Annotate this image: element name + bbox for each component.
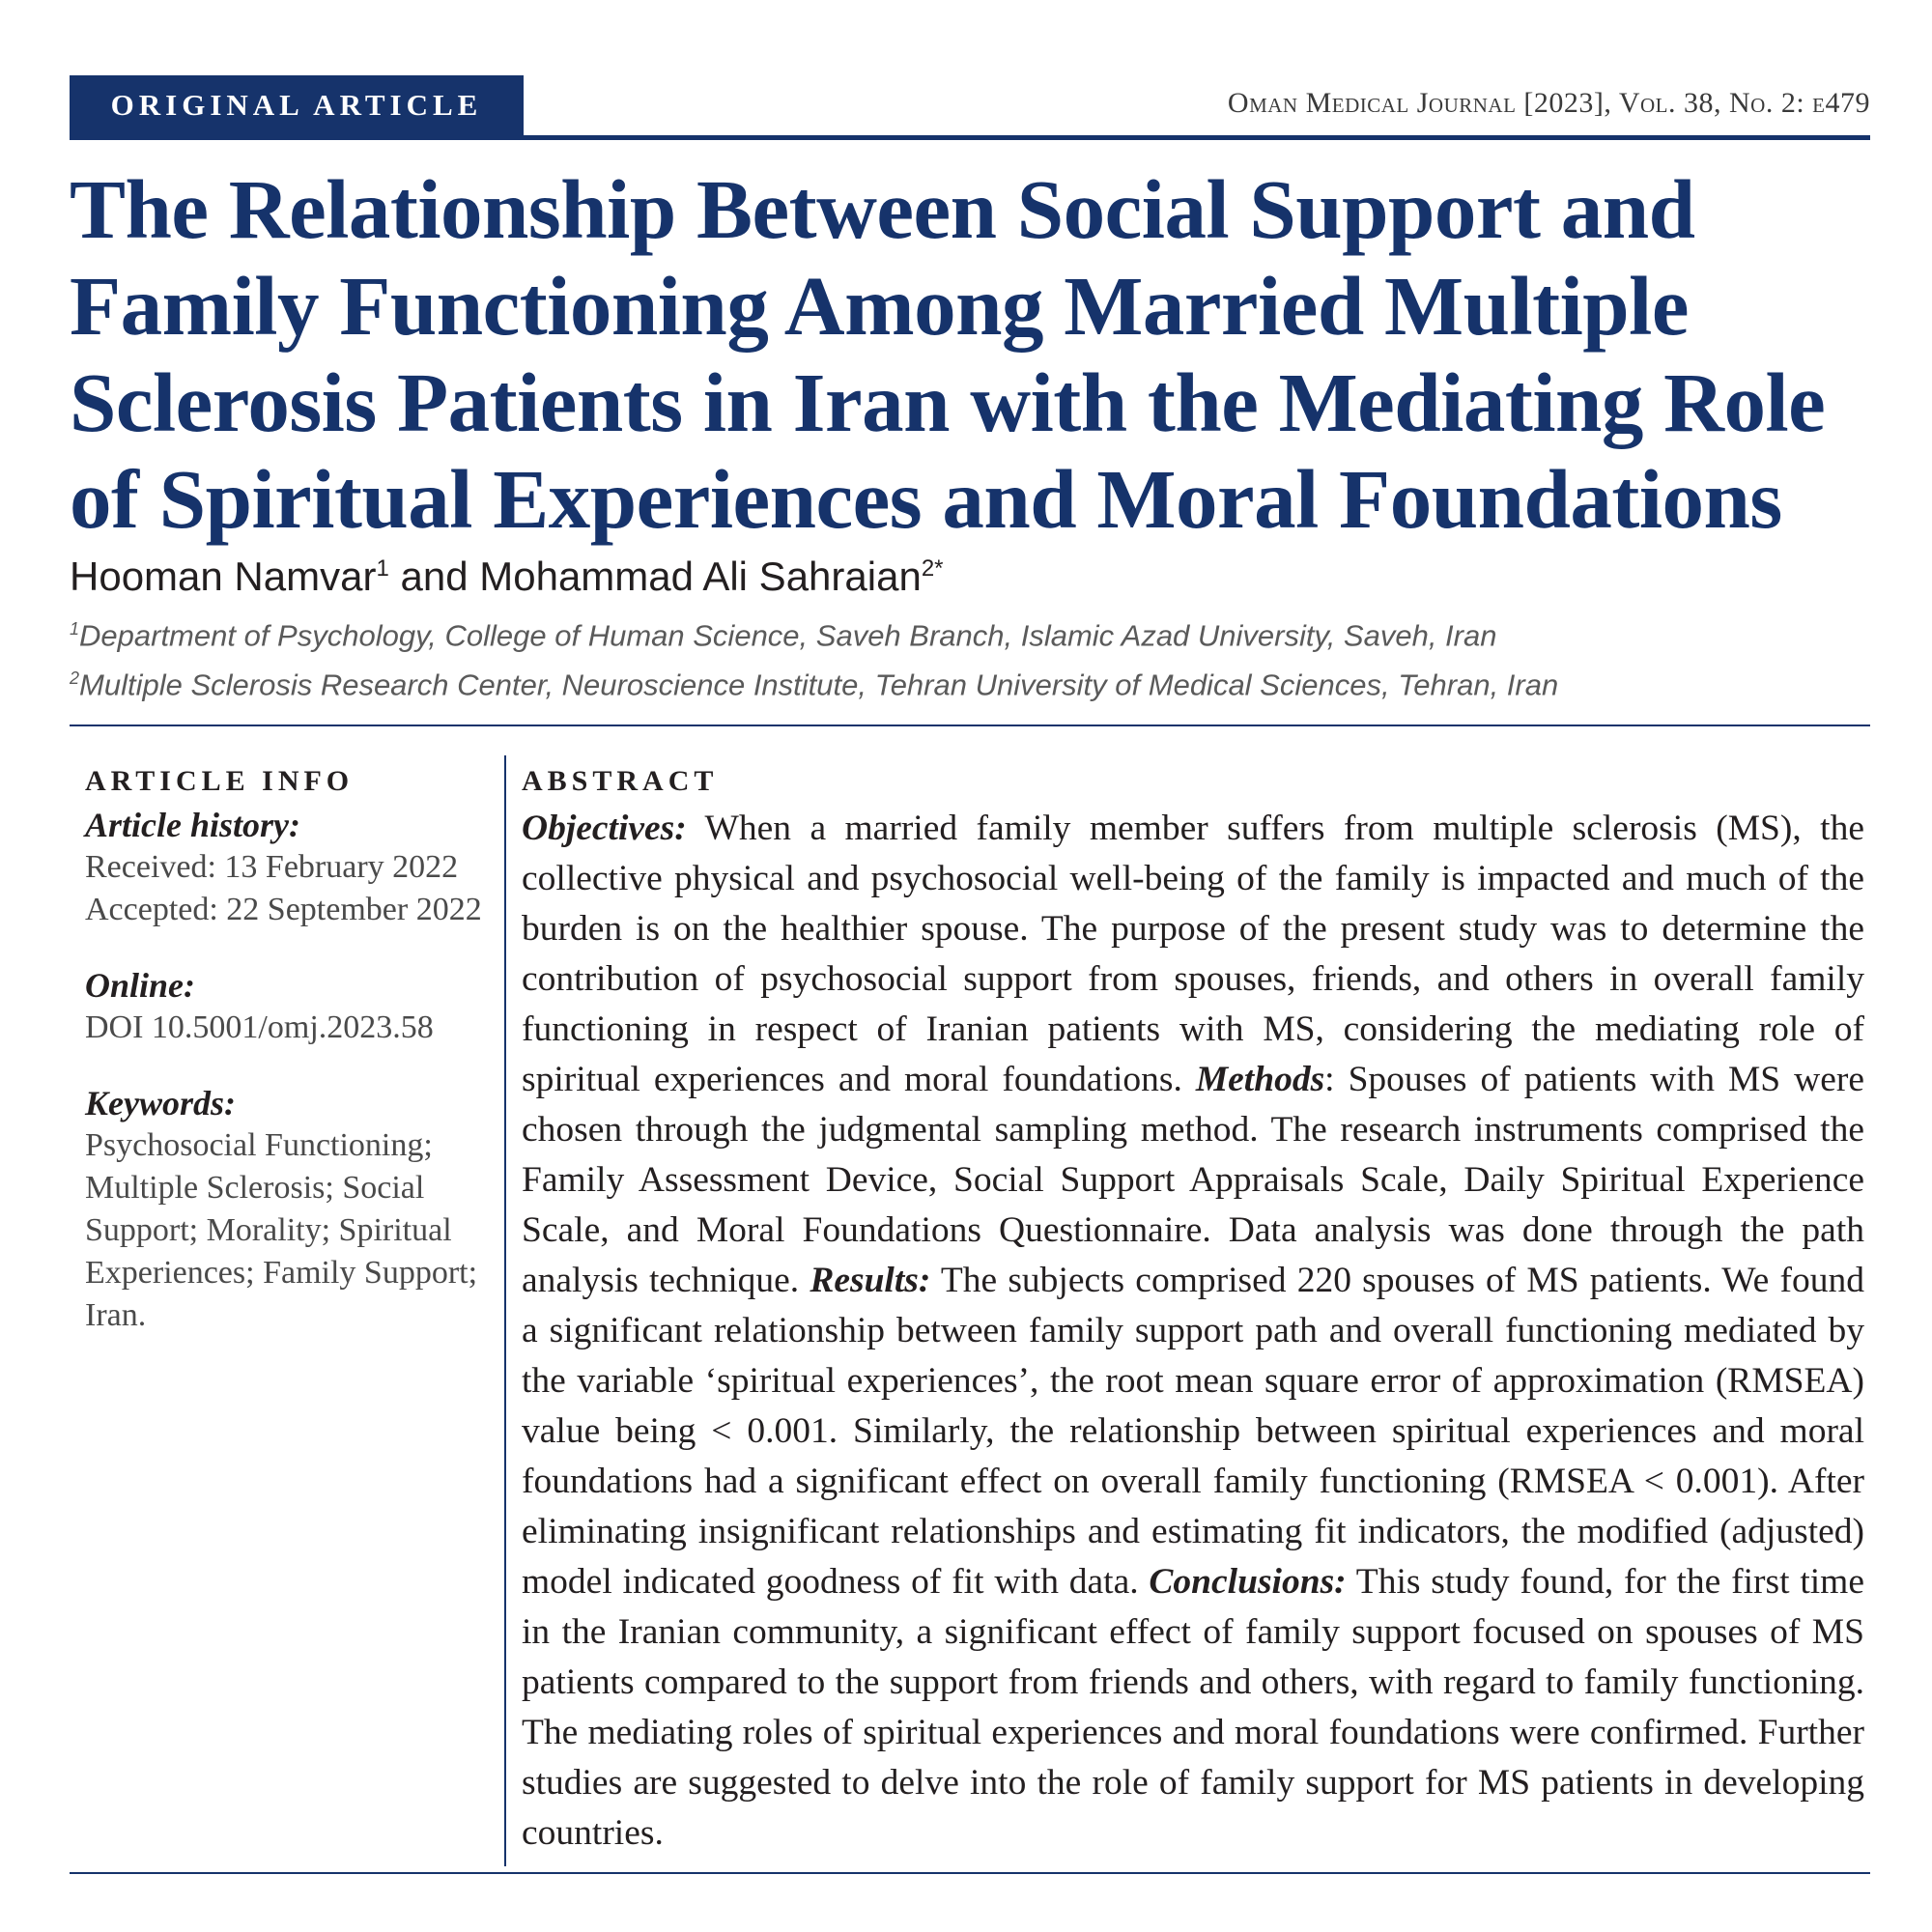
- journal-citation: Oman Medical Journal [2023], Vol. 38, No. 2: e479: [1227, 87, 1870, 119]
- affiliation-line: [70, 608, 1870, 657]
- article-header: [70, 75, 1870, 140]
- author-conjunction: and: [388, 554, 480, 599]
- affiliation-line: [70, 657, 1870, 706]
- abstract-heading: ABSTRACT: [522, 764, 719, 797]
- affiliation-text: Department of Psychology, College of Human Science, Saveh Branch, Islamic Azad University, Saveh, Iran: [79, 618, 1497, 653]
- author-name: Mohammad Ali Sahraian: [479, 554, 922, 599]
- article-info-heading: ARTICLE INFO: [85, 764, 355, 797]
- column-divider: [504, 755, 506, 1866]
- results-text: The subjects comprised 220 spouses of MS patients. We found a significant relationship between family support path and overall functioning mediated by the variable ‘spiritual experiences’, the root mean square error of approximation (RMSEA) value being < 0.001. Similarly, the relationship between spiritual experiences and moral foundations had a significant effect on overall family functioning (RMSEA < 0.001). After eliminating insignificant relationships and estimating fit indicators, the modified (adjusted) model indicated goodness of fit with data.: [522, 1260, 1864, 1602]
- author-affiliation-mark: 1: [376, 555, 389, 582]
- affiliation-number: 2: [70, 668, 80, 689]
- doi-text[interactable]: DOI 10.5001/omj.2023.58: [85, 1009, 434, 1045]
- author-affiliation-mark: 2*: [921, 555, 944, 582]
- affiliation-text: Multiple Sclerosis Research Center, Neuroscience Institute, Tehran University of Medical Sciences, Tehran, Iran: [79, 668, 1559, 702]
- objectives-text: When a married family member suffers from multiple sclerosis (MS), the collective physical and psychosocial well-being of the family is impacted and much of the burden is on the healthier spouse. The purpose of the present study was to determine the contribution of psychosocial support from spouses, friends, and others in overall family functioning in respect of Iranian patients with MS, considering the mediating role of spiritual experiences and moral foundations.: [522, 808, 1864, 1099]
- methods-text: : Spouses of patients with MS were chosen through the judgmental sampling method. The research instruments comprised the Family Assessment Device, Social Support Appraisals Scale, Daily Spiritual Experience Scale, and Moral Foundations Questionnaire. Data analysis was done through the path analysis technique.: [522, 1059, 1864, 1300]
- article-type-badge: ORIGINAL ARTICLE: [70, 75, 524, 135]
- author-list: [70, 554, 1870, 600]
- article-title: The Relationship Between Social Support and Family Functioning Among Married Multiple Sclerosis Patients in Iran with the Mediating Role of Spiritual Experiences and Moral Foundations: [70, 162, 1826, 546]
- article-info-panel: [85, 765, 500, 1337]
- abstract-body: [522, 804, 1864, 1859]
- online-label: Online:: [85, 965, 196, 1005]
- objectives-label: Objectives:: [522, 808, 687, 848]
- received-date: Received: 13 February 2022: [85, 848, 459, 885]
- history-label: Article history:: [85, 805, 300, 844]
- keywords-label: Keywords:: [85, 1083, 236, 1122]
- article-page: [70, 75, 1870, 1900]
- methods-label: Methods: [1195, 1059, 1325, 1099]
- accepted-date: Accepted: 22 September 2022: [85, 891, 482, 927]
- content-columns: [70, 726, 1870, 1900]
- footer-divider: [70, 1872, 1870, 1874]
- affiliations: [70, 608, 1870, 707]
- affiliation-number: 1: [70, 619, 80, 639]
- abstract-panel: [522, 765, 1864, 1859]
- keywords-list: Psychosocial Functioning; Multiple Sclerosis; Social Support; Morality; Spiritual Experiences; Family Support; Iran.: [85, 1126, 478, 1333]
- results-label: Results:: [810, 1260, 931, 1300]
- conclusions-label: Conclusions:: [1149, 1561, 1347, 1602]
- author-name: Hooman Namvar: [70, 554, 377, 599]
- conclusions-text: This study found, for the first time in the Iranian community, a significant effect of family support focused on spouses of MS patients compared to the support from friends and others, with regard to family functioning. The mediating roles of spiritual experiences and moral foundations were confirmed. Further studies are suggested to delve into the role of family support for MS patients in developing countries.: [522, 1561, 1864, 1853]
